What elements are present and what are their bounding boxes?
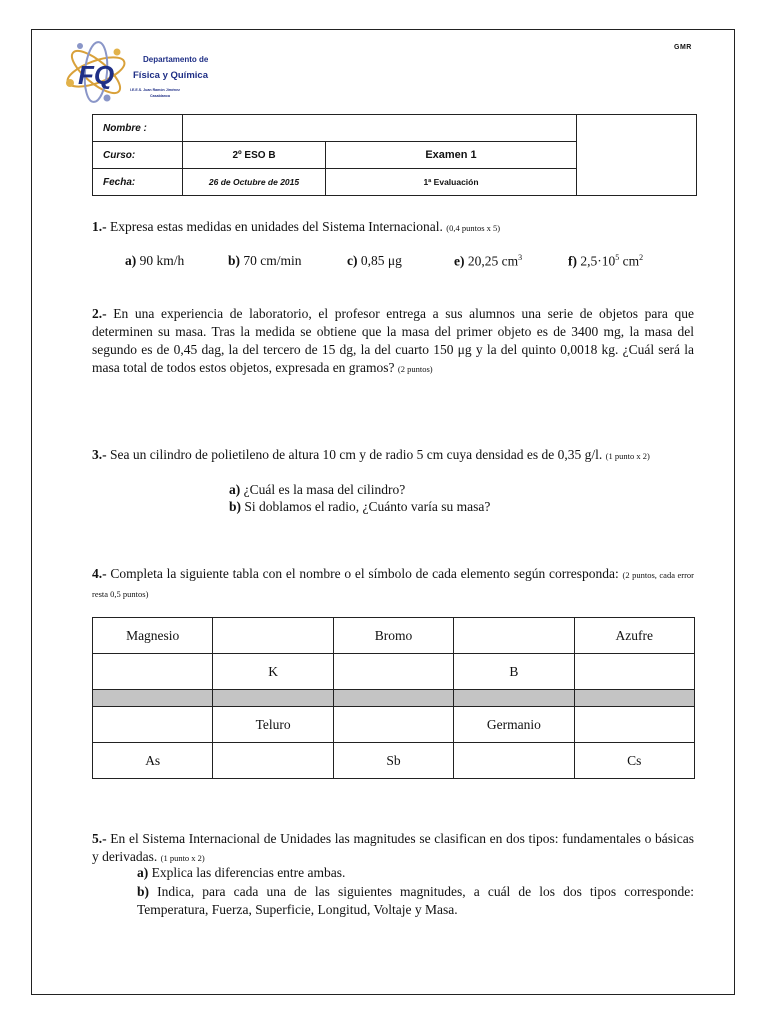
q3-number: 3.- <box>92 447 107 462</box>
table-cell-blank[interactable] <box>574 654 694 690</box>
q1-item-c: c) 0,85 μg <box>347 253 402 268</box>
fecha-value: 26 de Octubre de 2015 <box>183 169 326 196</box>
q1-item-a: a) 90 km/h <box>125 253 185 268</box>
question-3 <box>92 446 694 465</box>
logo-dept-line2: Física y Química <box>133 70 208 81</box>
question-5 <box>92 830 694 867</box>
table-cell: As <box>93 743 213 779</box>
table-cell-blank[interactable] <box>93 654 213 690</box>
question-1 <box>92 218 694 237</box>
q4-text: Completa la siguiente tabla con el nombre o el símbolo de cada elemento según corresponda: <box>106 566 623 581</box>
exam-title: Examen 1 <box>326 142 577 169</box>
logo-school-line1: I.E.E.S. Juan Ramón Jiménez <box>130 88 180 92</box>
grade-box[interactable] <box>577 115 697 196</box>
q3-item-a: a) ¿Cuál es la masa del cilindro? <box>229 482 406 497</box>
table-row <box>93 707 695 743</box>
table-cell: Azufre <box>574 618 694 654</box>
table-cell-blank[interactable] <box>454 743 574 779</box>
evaluacion: 1ª Evaluación <box>326 169 577 196</box>
nombre-field[interactable] <box>183 115 577 142</box>
table-cell: K <box>213 654 333 690</box>
q5-number: 5.- <box>92 831 107 846</box>
q1-item-f: f) $2,5\cdot 10^5$ $cm^2$ <box>568 253 644 269</box>
table-cell-blank[interactable] <box>333 654 453 690</box>
table-row-separator <box>93 690 695 707</box>
q2-points: (2 puntos) <box>397 364 433 374</box>
q1-item-e: e) 20,25 $cm^3$ <box>454 253 523 269</box>
q1-text: Expresa estas medidas en unidades del Sistema Internacional. <box>106 219 443 234</box>
logo-dept-line1: Departamento de <box>143 55 209 64</box>
curso-label: Curso: <box>93 142 183 169</box>
table-cell-blank[interactable] <box>213 618 333 654</box>
nombre-label: Nombre : <box>93 115 183 142</box>
question-4 <box>92 565 694 603</box>
table-cell-blank[interactable] <box>93 707 213 743</box>
q3-points: (1 punto x 2) <box>605 451 650 461</box>
q2-number: 2.- <box>92 306 107 321</box>
q3-text: Sea un cilindro de polietileno de altura 10 cm y de radio 5 cm cuya densidad es de 0,35 g/l. <box>106 447 606 462</box>
table-row <box>93 654 695 690</box>
q1-item-b: b) 70 cm/min <box>228 253 302 268</box>
table-cell: Teluro <box>213 707 333 743</box>
table-cell: Bromo <box>333 618 453 654</box>
table-cell: Magnesio <box>93 618 213 654</box>
table-cell-blank[interactable] <box>574 707 694 743</box>
q5-text: En el Sistema Internacional de Unidades las magnitudes se clasifican en dos tipos: fundamentales o básicas y derivadas. <box>92 831 694 864</box>
table-cell-blank[interactable] <box>333 707 453 743</box>
q5-item-b: b) Indica, para cada una de las siguientes magnitudes, a cuál de los dos tipos corresponde: Temperatura, Fuerza, Superficie, Longitud, Voltaje y Masa. <box>137 884 694 917</box>
q4-number: 4.- <box>92 566 107 581</box>
q2-text: En una experiencia de laboratorio, el profesor entrega a sus alumnos una serie de objetos para que determinen su masa. Tras la medida se obtiene que la masa del primer objeto es de 3400 mg, la masa del segundo es de 0,45 dag, la del tercero de 15 dg, la del cuarto 150 μg y la del quinto 0,0018 kg. ¿Cuál será la masa total de todos estos objetos, expresada en gramos? <box>92 306 694 375</box>
table-cell: Cs <box>574 743 694 779</box>
q4-points: (2 puntos, cada error resta 0,5 puntos) <box>92 570 694 599</box>
q1-points: (0,4 puntos x 5) <box>446 223 501 233</box>
elements-table <box>92 617 695 779</box>
q3-item-b: b) Si doblamos el radio, ¿Cuánto varía su masa? <box>229 499 491 514</box>
logo-mark: FQ <box>78 60 115 90</box>
curso-value: 2º ESO B <box>183 142 326 169</box>
table-cell-blank[interactable] <box>454 618 574 654</box>
table-cell: Germanio <box>454 707 574 743</box>
table-row <box>93 618 695 654</box>
logo-school-line2: Casablanca <box>150 94 170 98</box>
author-code: GMR <box>674 44 692 51</box>
q5-points: (1 punto x 2) <box>160 853 205 863</box>
table-cell: Sb <box>333 743 453 779</box>
q1-number: 1.- <box>92 219 107 234</box>
table-cell-blank[interactable] <box>213 743 333 779</box>
table-row <box>93 743 695 779</box>
q5-item-a: a) Explica las diferencias entre ambas. <box>137 865 346 880</box>
fecha-label: Fecha: <box>93 169 183 196</box>
student-info-table <box>92 114 697 196</box>
table-cell: B <box>454 654 574 690</box>
question-2 <box>92 305 694 378</box>
